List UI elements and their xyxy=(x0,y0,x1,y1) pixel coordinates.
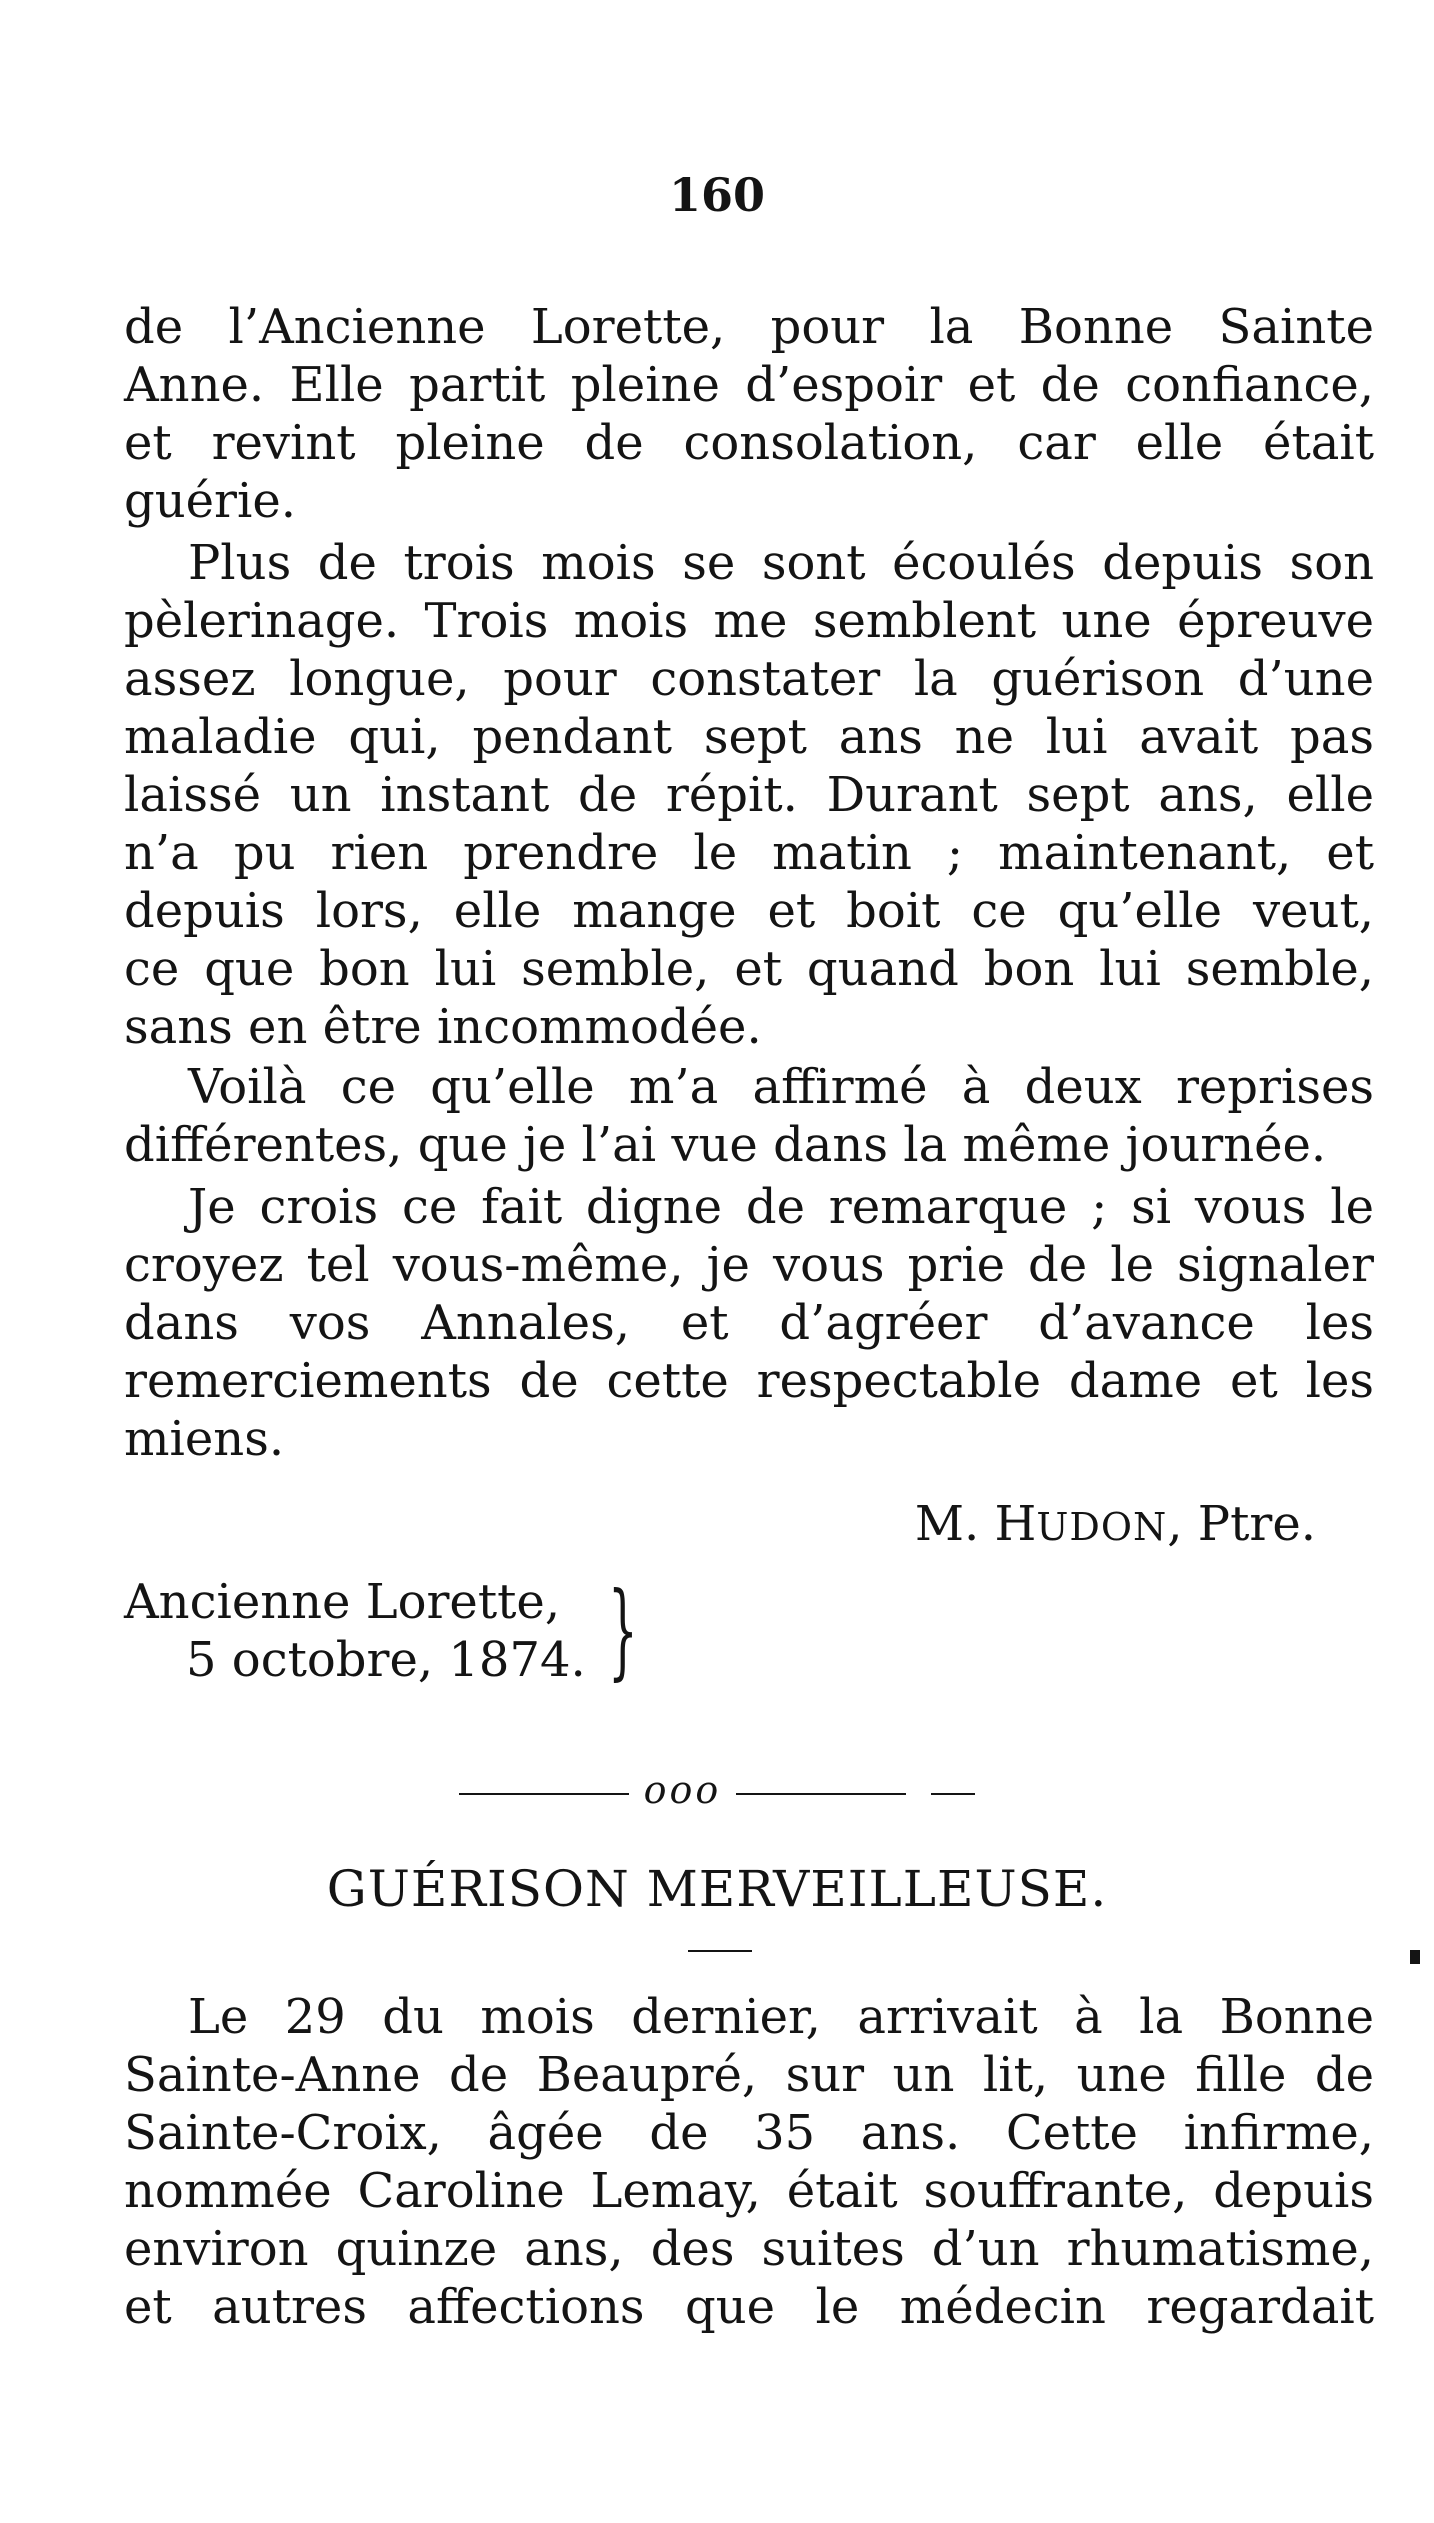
text-line: assez longue, pour constater la guérison d’une xyxy=(124,651,1374,707)
heading-rule xyxy=(688,1950,752,1952)
place-line: Ancienne Lorette, xyxy=(124,1574,561,1630)
separator-rule xyxy=(931,1793,975,1795)
text-line: sans en être incommodée. xyxy=(124,999,762,1055)
text-line: Sainte-Anne de Beaupré, sur un lit, une fille de xyxy=(124,2047,1374,2103)
signature xyxy=(915,1496,1316,1552)
text-line: ce que bon lui semble, et quand bon lui semble, xyxy=(124,941,1374,997)
text-line: dans vos Annales, et d’agréer d’avance les xyxy=(124,1295,1374,1351)
separator-rule xyxy=(736,1793,906,1795)
text-line: Le 29 du mois dernier, arrivait à la Bonne xyxy=(188,1989,1374,2045)
text-line: pèlerinage. Trois mois me semblent une épreuve xyxy=(124,593,1374,649)
text-line: Plus de trois mois se sont écoulés depuis son xyxy=(188,535,1374,591)
separator-text: ooo xyxy=(643,1768,722,1812)
text-line: nommée Caroline Lemay, était souffrante, depuis xyxy=(124,2163,1374,2219)
text-line: guérie. xyxy=(124,473,297,529)
text-line: différentes, que je l’ai vue dans la même journée. xyxy=(124,1117,1327,1173)
text-line: laissé un instant de répit. Durant sept ans, elle xyxy=(124,767,1374,823)
text-line: environ quinze ans, des suites d’un rhumatisme, xyxy=(124,2221,1374,2277)
margin-mark xyxy=(1410,1950,1420,1964)
text-line: n’a pu rien prendre le matin ; maintenant, et xyxy=(124,825,1374,881)
section-heading: GUÉRISON MERVEILLEUSE. xyxy=(326,1860,1108,1918)
text-line: croyez tel vous-même, je vous prie de le signaler xyxy=(124,1237,1374,1293)
signature-initial: M. H xyxy=(914,1496,1037,1552)
text-line: Voilà ce qu’elle m’a affirmé à deux reprises xyxy=(188,1059,1374,1115)
signature-surname: UDON xyxy=(1036,1505,1168,1549)
text-line: Je crois ce fait digne de remarque ; si vous le xyxy=(188,1179,1374,1235)
text-line: Sainte-Croix, âgée de 35 ans. Cette infirme, xyxy=(124,2105,1374,2161)
text-line: et autres affections que le médecin regardait xyxy=(124,2279,1374,2335)
signature-title: , Ptre. xyxy=(1167,1496,1316,1552)
date-line: 5 octobre, 1874. xyxy=(186,1632,586,1688)
text-line: maladie qui, pendant sept ans ne lui avait pas xyxy=(124,709,1374,765)
text-line: et revint pleine de consolation, car elle était xyxy=(124,415,1374,471)
text-line: depuis lors, elle mange et boit ce qu’elle veut, xyxy=(124,883,1374,939)
text-line: Anne. Elle partit pleine d’espoir et de confiance, xyxy=(124,357,1374,413)
text-line: de l’Ancienne Lorette, pour la Bonne Sainte xyxy=(124,299,1374,355)
text-line: miens. xyxy=(124,1411,285,1467)
page-number: 160 xyxy=(668,168,766,222)
section-separator xyxy=(0,1768,1434,1812)
brace-icon: } xyxy=(608,1569,638,1691)
separator-rule xyxy=(459,1793,629,1795)
text-line: remerciements de cette respectable dame et les xyxy=(124,1353,1374,1409)
